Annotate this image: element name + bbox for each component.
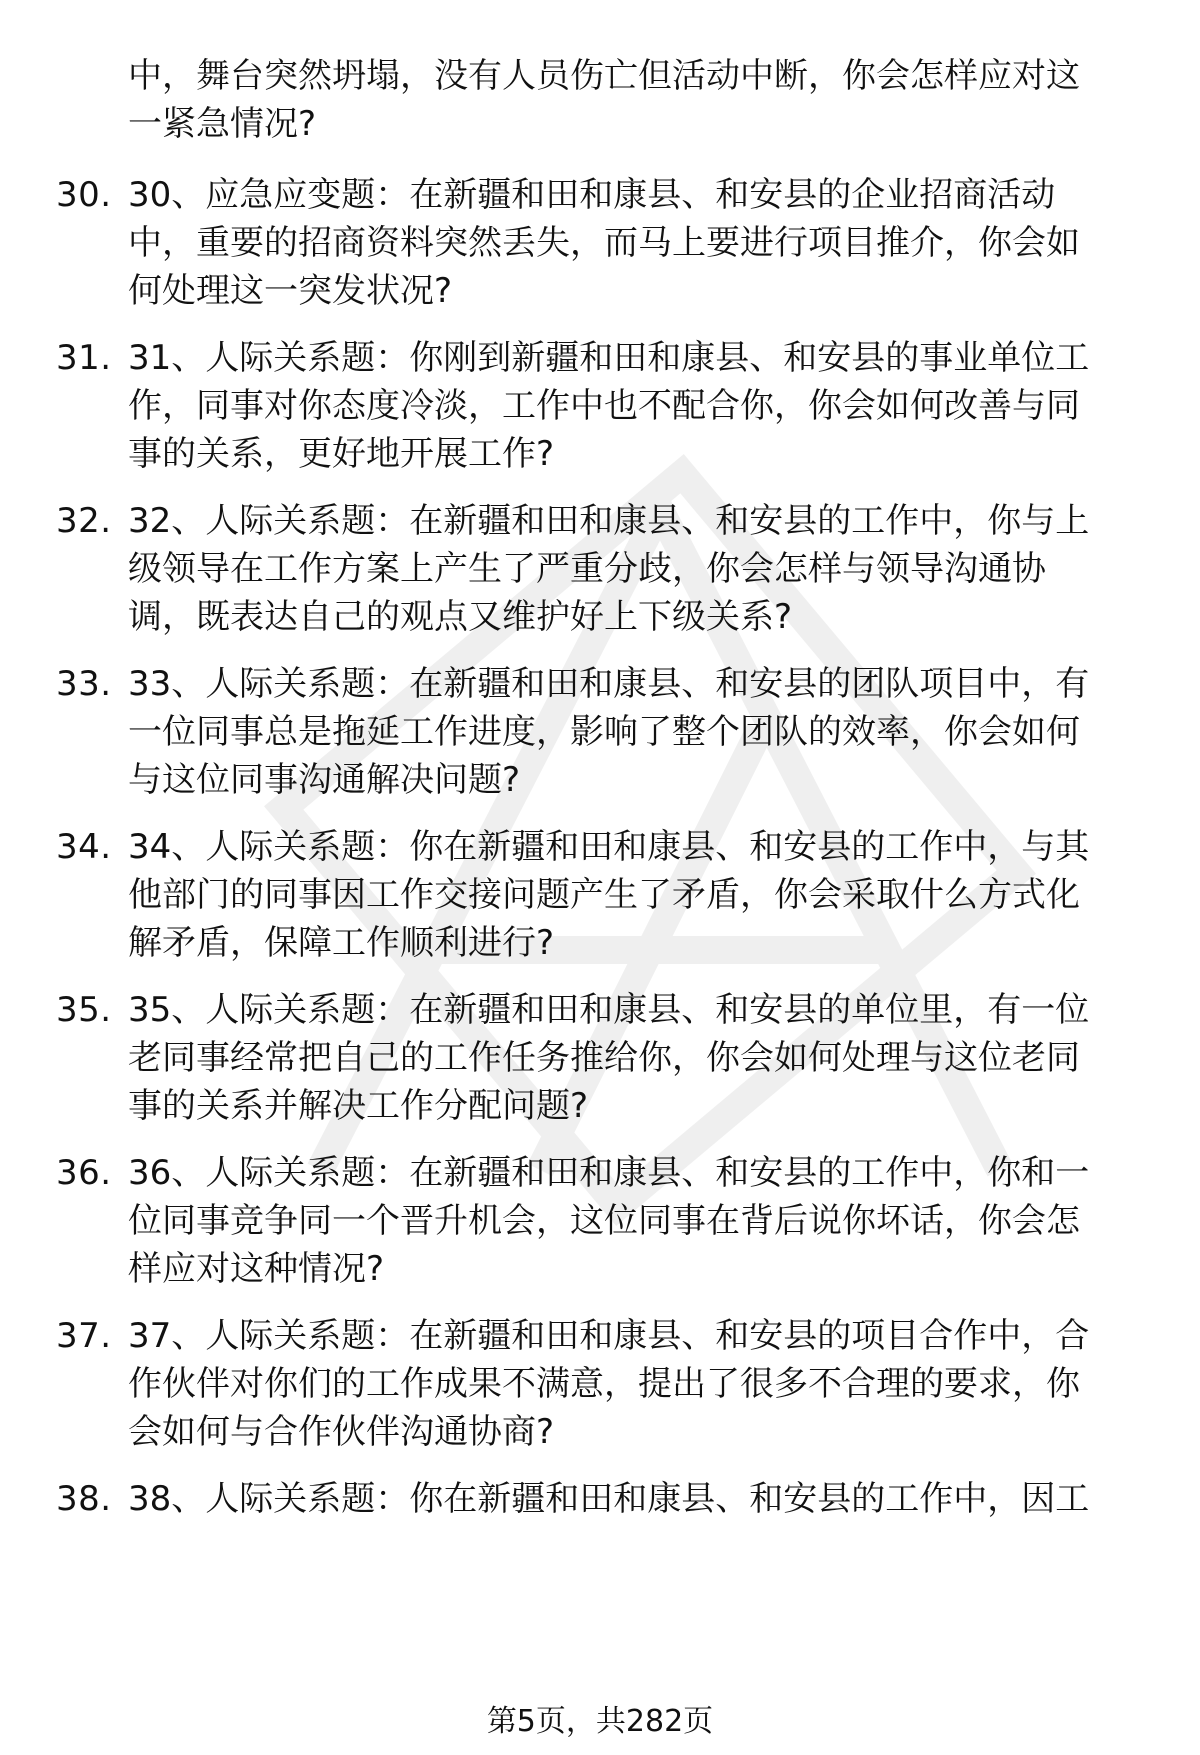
item-text: [128, 986, 1138, 1130]
text-line: 中，舞台突然坍塌，没有人员伤亡但活动中断，你会怎样应对这: [128, 56, 1080, 96]
text-line: 36、人际关系题：在新疆和田和康县、和安县的工作中，你和一: [128, 1153, 1090, 1193]
text-line: 38、人际关系题：你在新疆和田和康县、和安县的工作中，因工: [128, 1479, 1090, 1519]
text-line: 34、人际关系题：你在新疆和田和康县、和安县的工作中，与其: [128, 827, 1090, 867]
page-number-footer: 第5页，共282页: [486, 1704, 714, 1739]
item-number: 38.: [56, 1479, 112, 1519]
item-text: [128, 1312, 1138, 1456]
item-number: 34.: [56, 827, 112, 867]
item-number: 36.: [56, 1153, 112, 1193]
item-text: [128, 497, 1138, 641]
text-line: 31、人际关系题：你刚到新疆和田和康县、和安县的事业单位工: [128, 338, 1090, 378]
text-line: 事的关系，更好地开展工作?: [128, 434, 555, 474]
continuation-text: [128, 52, 1138, 148]
text-line: 一位同事总是拖延工作进度，影响了整个团队的效率，你会如何: [128, 712, 1080, 752]
text-line: 30、应急应变题：在新疆和田和康县、和安县的企业招商活动: [128, 175, 1056, 215]
text-line: 与这位同事沟通解决问题?: [128, 760, 521, 800]
item-text: [128, 171, 1138, 315]
item-number: 32.: [56, 501, 112, 541]
text-line: 他部门的同事因工作交接问题产生了矛盾，你会采取什么方式化: [128, 875, 1080, 915]
text-line: 中，重要的招商资料突然丢失，而马上要进行项目推介，你会如: [128, 223, 1080, 263]
text-line: 位同事竞争同一个晋升机会，这位同事在背后说你坏话，你会怎: [128, 1201, 1080, 1241]
text-line: 37、人际关系题：在新疆和田和康县、和安县的项目合作中，合: [128, 1316, 1090, 1356]
item-text: [128, 1149, 1138, 1293]
item-text: [128, 1475, 1138, 1523]
text-line: 32、人际关系题：在新疆和田和康县、和安县的工作中，你与上: [128, 501, 1090, 541]
item-text: [128, 660, 1138, 804]
item-number: 33.: [56, 664, 112, 704]
item-number: 37.: [56, 1316, 112, 1356]
item-text: [128, 334, 1138, 478]
text-line: 样应对这种情况?: [128, 1249, 385, 1289]
text-line: 作，同事对你态度冷淡，工作中也不配合你，你会如何改善与同: [128, 386, 1080, 426]
text-line: 老同事经常把自己的工作任务推给你，你会如何处理与这位老同: [128, 1038, 1080, 1078]
text-line: 解矛盾，保障工作顺利进行?: [128, 923, 555, 963]
text-line: 事的关系并解决工作分配问题?: [128, 1086, 589, 1126]
text-line: 35、人际关系题：在新疆和田和康县、和安县的单位里，有一位: [128, 990, 1090, 1030]
item-text: [128, 823, 1138, 967]
text-line: 会如何与合作伙伴沟通协商?: [128, 1412, 555, 1452]
text-line: 级领导在工作方案上产生了严重分歧，你会怎样与领导沟通协: [128, 549, 1046, 589]
item-number: 35.: [56, 990, 112, 1030]
text-line: 作伙伴对你们的工作成果不满意，提出了很多不合理的要求，你: [128, 1364, 1080, 1404]
text-line: 何处理这一突发状况?: [128, 271, 453, 311]
text-line: 调，既表达自己的观点又维护好上下级关系?: [128, 597, 793, 637]
text-line: 33、人际关系题：在新疆和田和康县、和安县的团队项目中，有: [128, 664, 1090, 704]
item-number: 30.: [56, 175, 112, 215]
text-line: 一紧急情况?: [128, 104, 317, 144]
item-number: 31.: [56, 338, 112, 378]
